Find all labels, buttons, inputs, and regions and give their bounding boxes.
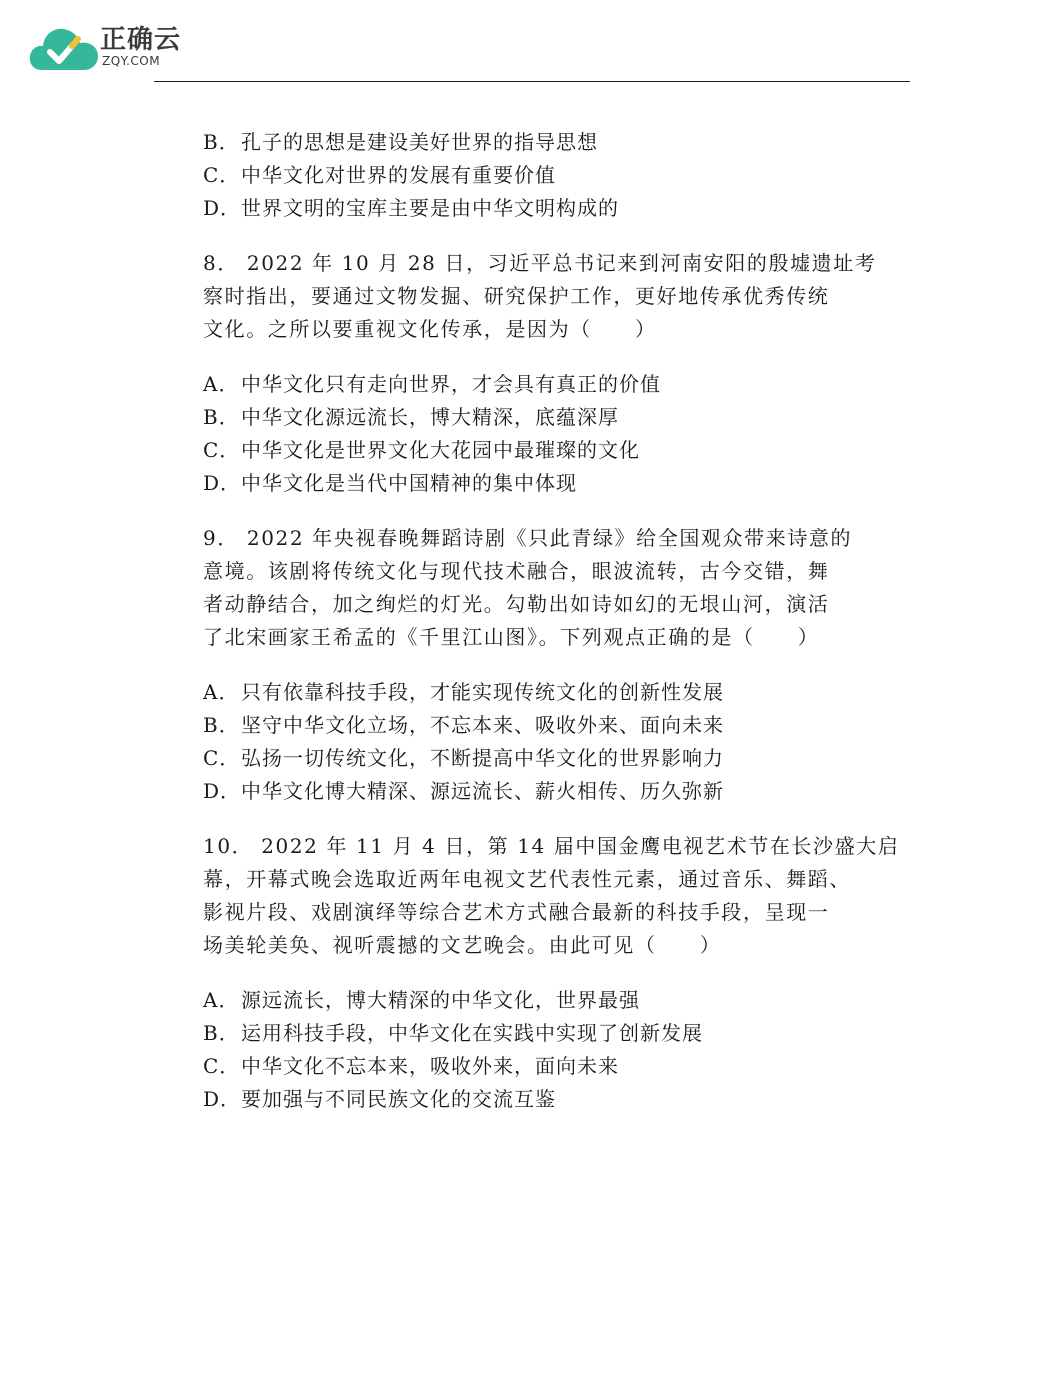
option-text: 中华文化只有走向世界，才会具有真正的价值 [241, 372, 661, 396]
question-8-options [203, 368, 863, 500]
cloud-check-icon [28, 22, 108, 74]
option-label: A． [203, 680, 240, 704]
option-d [203, 467, 863, 500]
option-text: 世界文明的宝库主要是由中华文明构成的 [241, 196, 620, 220]
option-c [203, 1050, 863, 1083]
option-text: 只有依靠科技手段，才能实现传统文化的创新性发展 [241, 680, 724, 704]
option-label: C． [203, 746, 241, 770]
option-a [203, 984, 863, 1017]
stem-line: 者动静结合，加之绚烂的灯光。勾勒出如诗如幻的无垠山河，演活 [203, 592, 830, 616]
option-a [203, 368, 863, 401]
option-label: D． [203, 1087, 242, 1111]
brand-name-en: ZQY.COM [102, 54, 161, 68]
option-b [203, 401, 863, 434]
option-d [203, 1083, 863, 1116]
header-divider [154, 81, 910, 82]
option-b [203, 709, 863, 742]
option-label: C． [203, 438, 241, 462]
option-c [203, 742, 863, 775]
option-label: A． [203, 988, 240, 1012]
option-label: C． [203, 163, 241, 187]
option-text: 中华文化源远流长，博大精深，底蕴深厚 [241, 405, 619, 429]
option-c [203, 434, 863, 467]
option-b [203, 126, 863, 159]
option-d [203, 192, 863, 225]
stem-line: 了北宋画家王希孟的《千里江山图》。下列观点正确的是（ ） [203, 625, 820, 649]
question-10-options [203, 984, 863, 1116]
option-text: 坚守中华文化立场，不忘本来、吸收外来、面向未来 [241, 713, 724, 737]
stem-line: 幕，开幕式晚会选取近两年电视文艺代表性元素，通过音乐、舞蹈、 [203, 867, 851, 891]
stem-line: 10． 2022 年 11 月 4 日，第 14 届中国金鹰电视艺术节在长沙盛大启 [203, 834, 900, 858]
stem-line: 影视片段、戏剧演绎等综合艺术方式融合最新的科技手段，呈现一 [203, 900, 830, 924]
stem-line: 9． 2022 年央视春晚舞蹈诗剧《只此青绿》给全国观众带来诗意的 [203, 526, 853, 550]
option-text: 中华文化对世界的发展有重要价值 [241, 163, 556, 187]
option-label: B． [203, 130, 240, 154]
stem-line: 场美轮美奂、视听震撼的文艺晚会。由此可见（ ） [203, 933, 722, 957]
option-text: 孔子的思想是建设美好世界的指导思想 [241, 130, 598, 154]
option-label: B． [203, 713, 240, 737]
option-c [203, 159, 863, 192]
brand-text [100, 26, 181, 68]
option-b [203, 1017, 863, 1050]
stem-line: 8． 2022 年 10 月 28 日，习近平总书记来到河南安阳的殷墟遗址考 [203, 251, 877, 275]
brand-name-cn: 正确云 [100, 25, 182, 55]
prev-question-options [203, 126, 863, 225]
option-label: D． [203, 196, 242, 220]
option-label: B． [203, 1021, 240, 1045]
option-label: B． [203, 405, 240, 429]
option-d [203, 775, 863, 808]
question-8-stem [203, 247, 877, 346]
option-text: 中华文化博大精深、源远流长、薪火相传、历久弥新 [241, 779, 725, 803]
question-9-stem [203, 522, 863, 654]
option-text: 中华文化是当代中国精神的集中体现 [241, 471, 578, 495]
option-label: A． [203, 372, 240, 396]
question-10-stem [203, 830, 900, 962]
option-text: 运用科技手段，中华文化在实践中实现了创新发展 [241, 1021, 703, 1045]
option-text: 源远流长，博大精深的中华文化，世界最强 [241, 988, 640, 1012]
stem-line: 察时指出，要通过文物发掘、研究保护工作，更好地传承优秀传统 [203, 284, 830, 308]
question-9-options [203, 676, 863, 808]
option-label: D． [203, 471, 242, 495]
option-text: 要加强与不同民族文化的交流互鉴 [241, 1087, 557, 1111]
question-content [203, 126, 900, 1116]
option-text: 中华文化是世界文化大花园中最璀璨的文化 [241, 438, 640, 462]
option-label: C． [203, 1054, 241, 1078]
stem-line: 意境。该剧将传统文化与现代技术融合，眼波流转，古今交错，舞 [203, 559, 830, 583]
option-a [203, 676, 863, 709]
option-text: 中华文化不忘本来，吸收外来，面向未来 [241, 1054, 619, 1078]
option-label: D． [203, 779, 242, 803]
option-text: 弘扬一切传统文化，不断提高中华文化的世界影响力 [241, 746, 724, 770]
stem-line: 文化。之所以要重视文化传承，是因为（ ） [203, 317, 657, 341]
